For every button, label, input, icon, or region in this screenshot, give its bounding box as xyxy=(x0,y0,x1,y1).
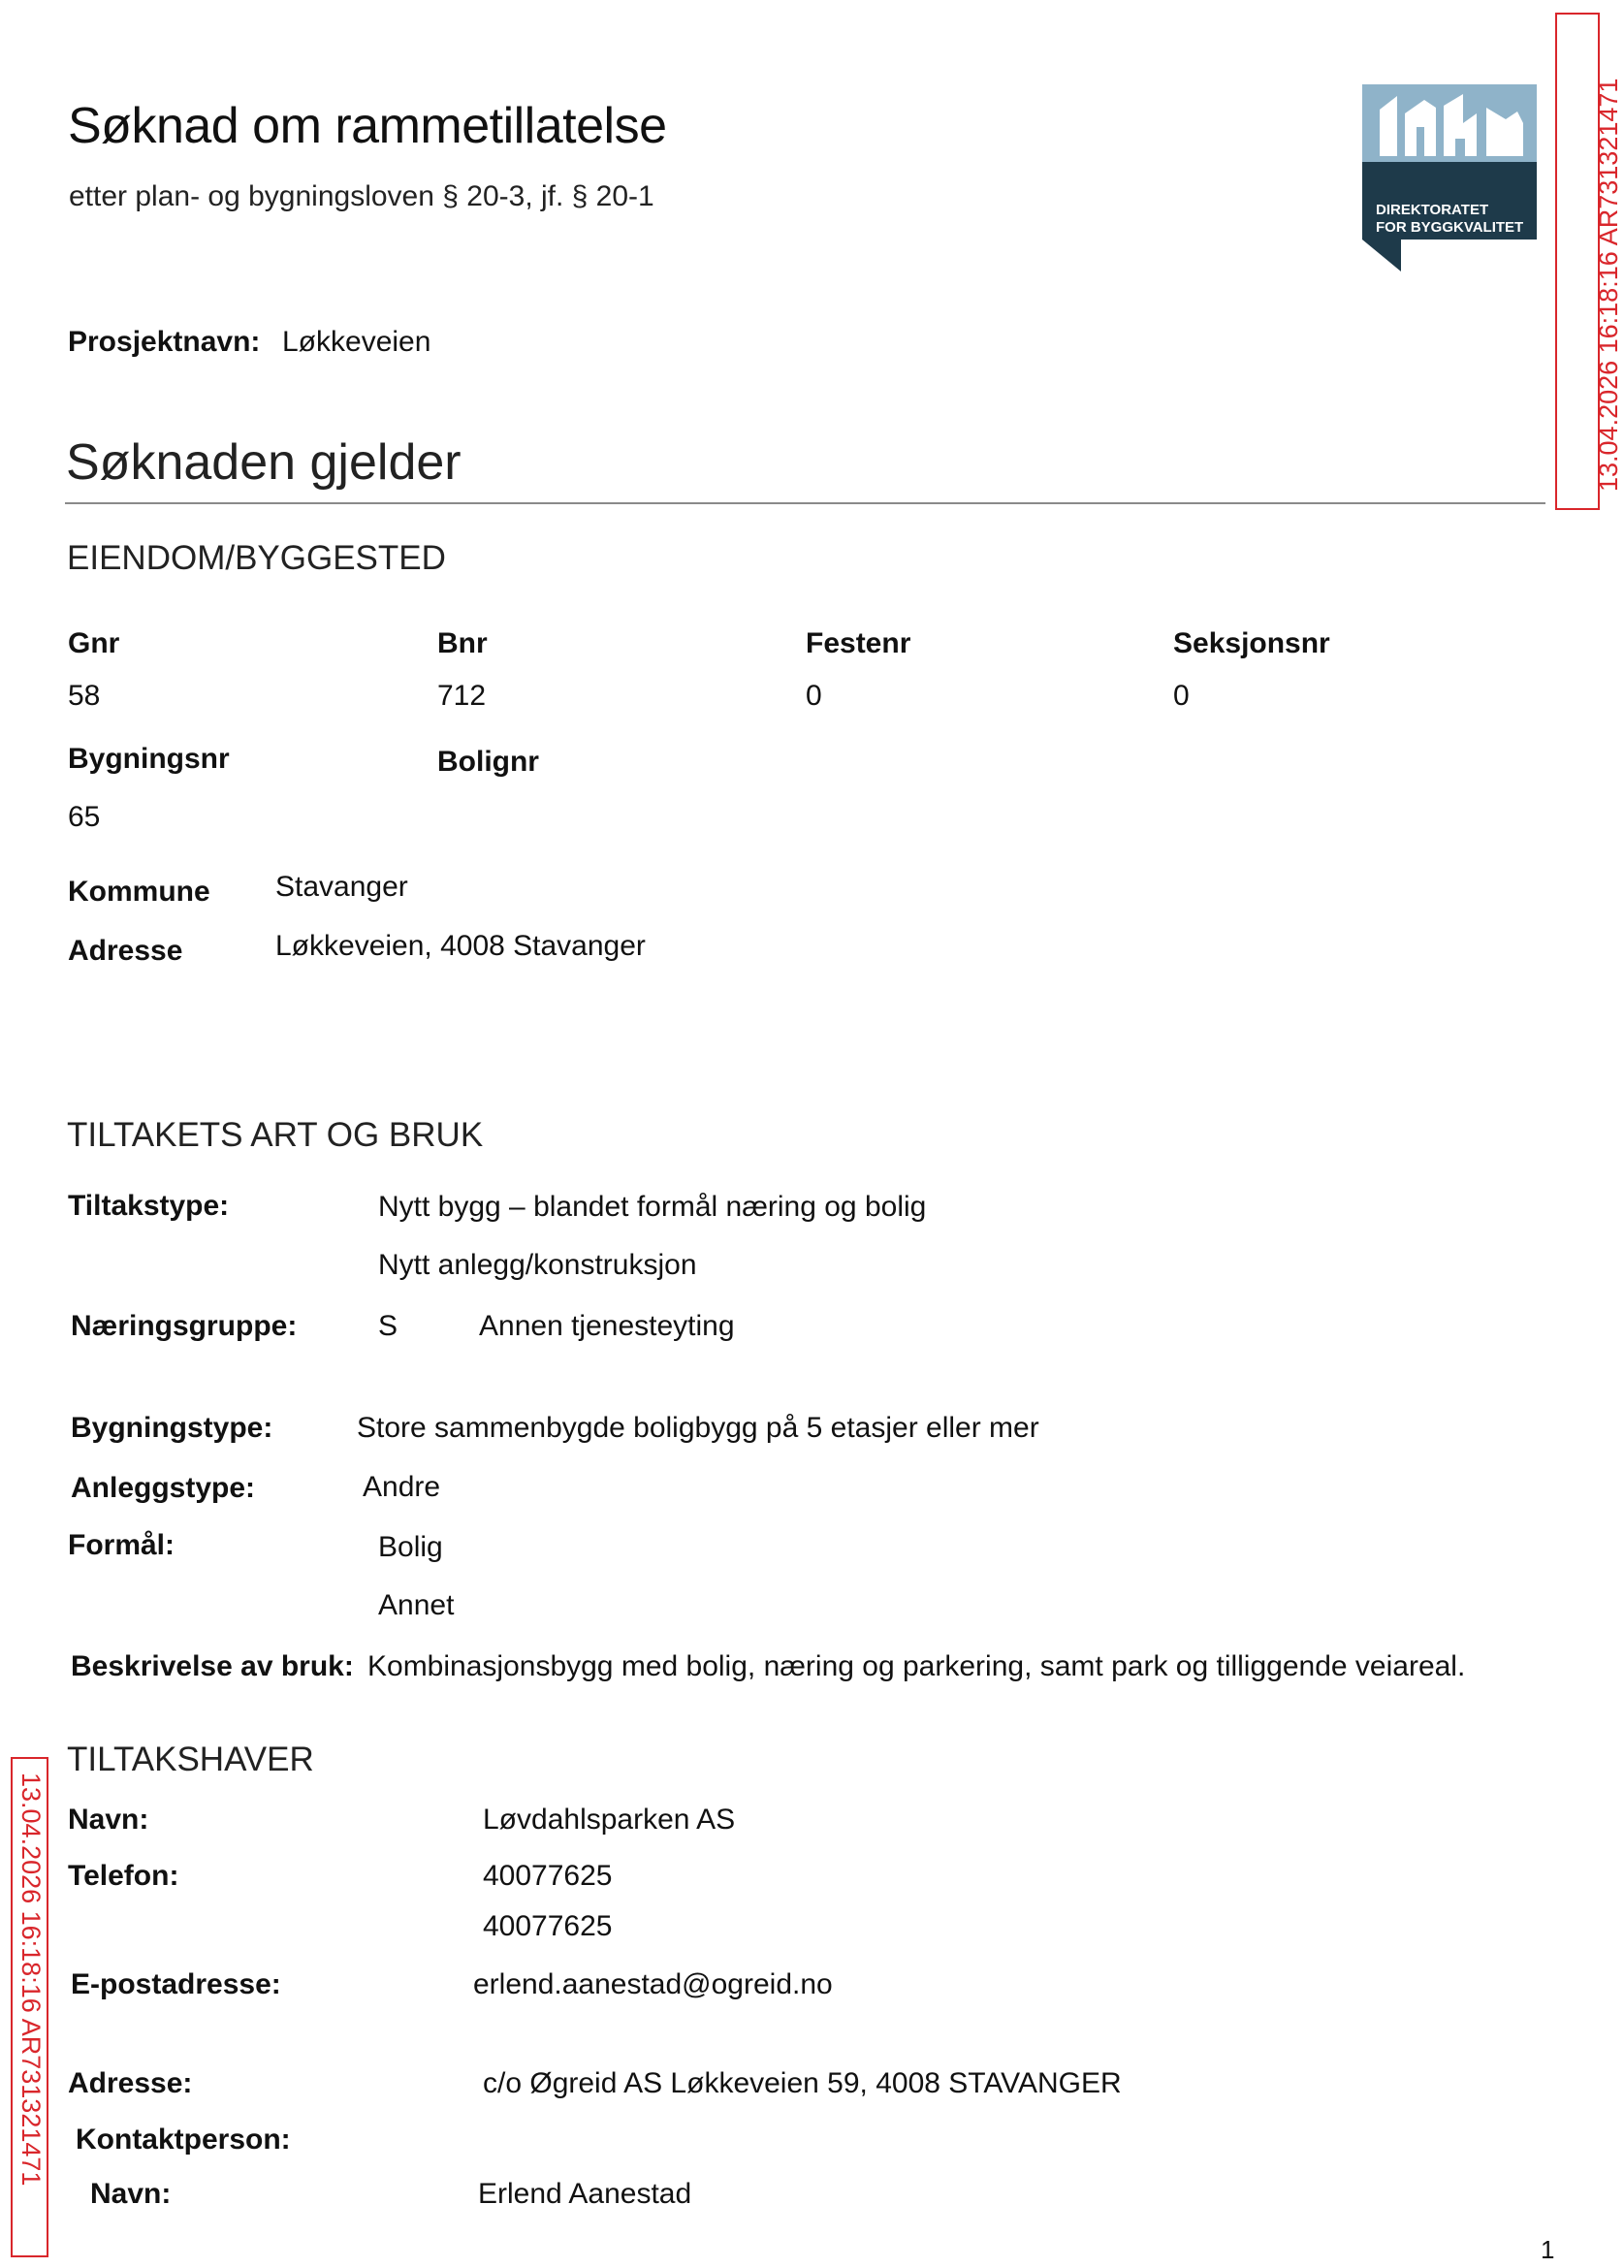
tiltakstype-label: Tiltakstype: xyxy=(68,1190,230,1222)
eiendom-adresse-value: Løkkeveien, 4008 Stavanger xyxy=(275,930,646,962)
naeringsgruppe-label: Næringsgruppe: xyxy=(71,1310,298,1342)
festenr-value: 0 xyxy=(806,680,822,712)
naeringsgruppe-value: Annen tjenesteyting xyxy=(479,1310,735,1342)
dibk-logo-icon xyxy=(1362,84,1537,272)
seksjonsnr-label: Seksjonsnr xyxy=(1173,627,1330,659)
bnr-value: 712 xyxy=(437,680,487,712)
page-subtitle: etter plan- og bygningsloven § 20-3, jf. § 20-1 xyxy=(69,180,654,212)
beskrivelse-label: Beskrivelse av bruk: xyxy=(71,1650,354,1682)
left-stamp xyxy=(11,1757,48,2257)
seksjonsnr-value: 0 xyxy=(1173,680,1190,712)
kommune-value: Stavanger xyxy=(275,871,408,903)
anleggstype-value: Andre xyxy=(363,1471,441,1503)
tiltakshaver-navn-value: Løvdahlsparken AS xyxy=(483,1804,736,1836)
epost-value: erlend.aanestad@ogreid.no xyxy=(473,1968,833,2000)
left-stamp-text: 13.04.2026 16:18:16 AR731321471 xyxy=(16,1773,46,2187)
formal-value-1: Bolig xyxy=(378,1531,443,1563)
telefon-value-1: 40077625 xyxy=(483,1860,613,1892)
project-value: Løkkeveien xyxy=(282,326,431,358)
logo-line1: DIREKTORATET xyxy=(1376,202,1489,218)
bygningsnr-label: Bygningsnr xyxy=(68,743,230,775)
page-title: Søknad om rammetillatelse xyxy=(68,98,667,154)
kontaktperson-label: Kontaktperson: xyxy=(76,2124,291,2156)
bnr-label: Bnr xyxy=(437,627,488,659)
tiltak-heading: TILTAKETS ART OG BRUK xyxy=(67,1116,484,1154)
beskrivelse-value: Kombinasjonsbygg med bolig, næring og parkering, samt park og tilliggende veiareal. xyxy=(367,1650,1466,1682)
bygningstype-value: Store sammenbygde boligbygg på 5 etasjer eller mer xyxy=(357,1412,1039,1444)
gnr-value: 58 xyxy=(68,680,101,712)
festenr-label: Festenr xyxy=(806,627,911,659)
dibk-logo xyxy=(1362,84,1537,272)
kommune-label: Kommune xyxy=(68,876,210,908)
telefon-label: Telefon: xyxy=(68,1860,179,1892)
kontakt-navn-label: Navn: xyxy=(90,2178,172,2210)
formal-label: Formål: xyxy=(68,1529,175,1561)
bolignr-label: Bolignr xyxy=(437,746,539,778)
naeringsgruppe-code: S xyxy=(378,1310,398,1342)
gnr-label: Gnr xyxy=(68,627,120,659)
logo-line2: FOR BYGGKVALITET xyxy=(1376,219,1524,236)
eiendom-heading: EIENDOM/BYGGESTED xyxy=(67,539,446,577)
tiltakshaver-adresse-label: Adresse: xyxy=(68,2067,193,2099)
right-stamp xyxy=(1555,13,1623,510)
tiltakshaver-heading: TILTAKSHAVER xyxy=(67,1741,314,1778)
section-divider xyxy=(65,502,1545,504)
eiendom-adresse-label: Adresse xyxy=(68,935,183,967)
right-stamp-text: 13.04.2026 16:18:16 AR731321471 xyxy=(1594,78,1623,492)
tiltakshaver-adresse-value: c/o Øgreid AS Løkkeveien 59, 4008 STAVANGER xyxy=(483,2067,1122,2099)
tiltakstype-value-1: Nytt bygg – blandet formål næring og bolig xyxy=(378,1191,927,1223)
bygningsnr-value: 65 xyxy=(68,801,101,833)
epost-label: E-postadresse: xyxy=(71,1968,281,2000)
bygningstype-label: Bygningstype: xyxy=(71,1412,273,1444)
section-title: Søknaden gjelder xyxy=(66,434,462,491)
project-label: Prosjektnavn: xyxy=(68,326,261,358)
kontakt-navn-value: Erlend Aanestad xyxy=(478,2178,692,2210)
page-number: 1 xyxy=(1541,2235,1555,2264)
telefon-value-2: 40077625 xyxy=(483,1910,613,1942)
formal-value-2: Annet xyxy=(378,1589,455,1621)
anleggstype-label: Anleggstype: xyxy=(71,1472,256,1504)
tiltakshaver-navn-label: Navn: xyxy=(68,1804,149,1836)
tiltakstype-value-2: Nytt anlegg/konstruksjon xyxy=(378,1249,697,1281)
